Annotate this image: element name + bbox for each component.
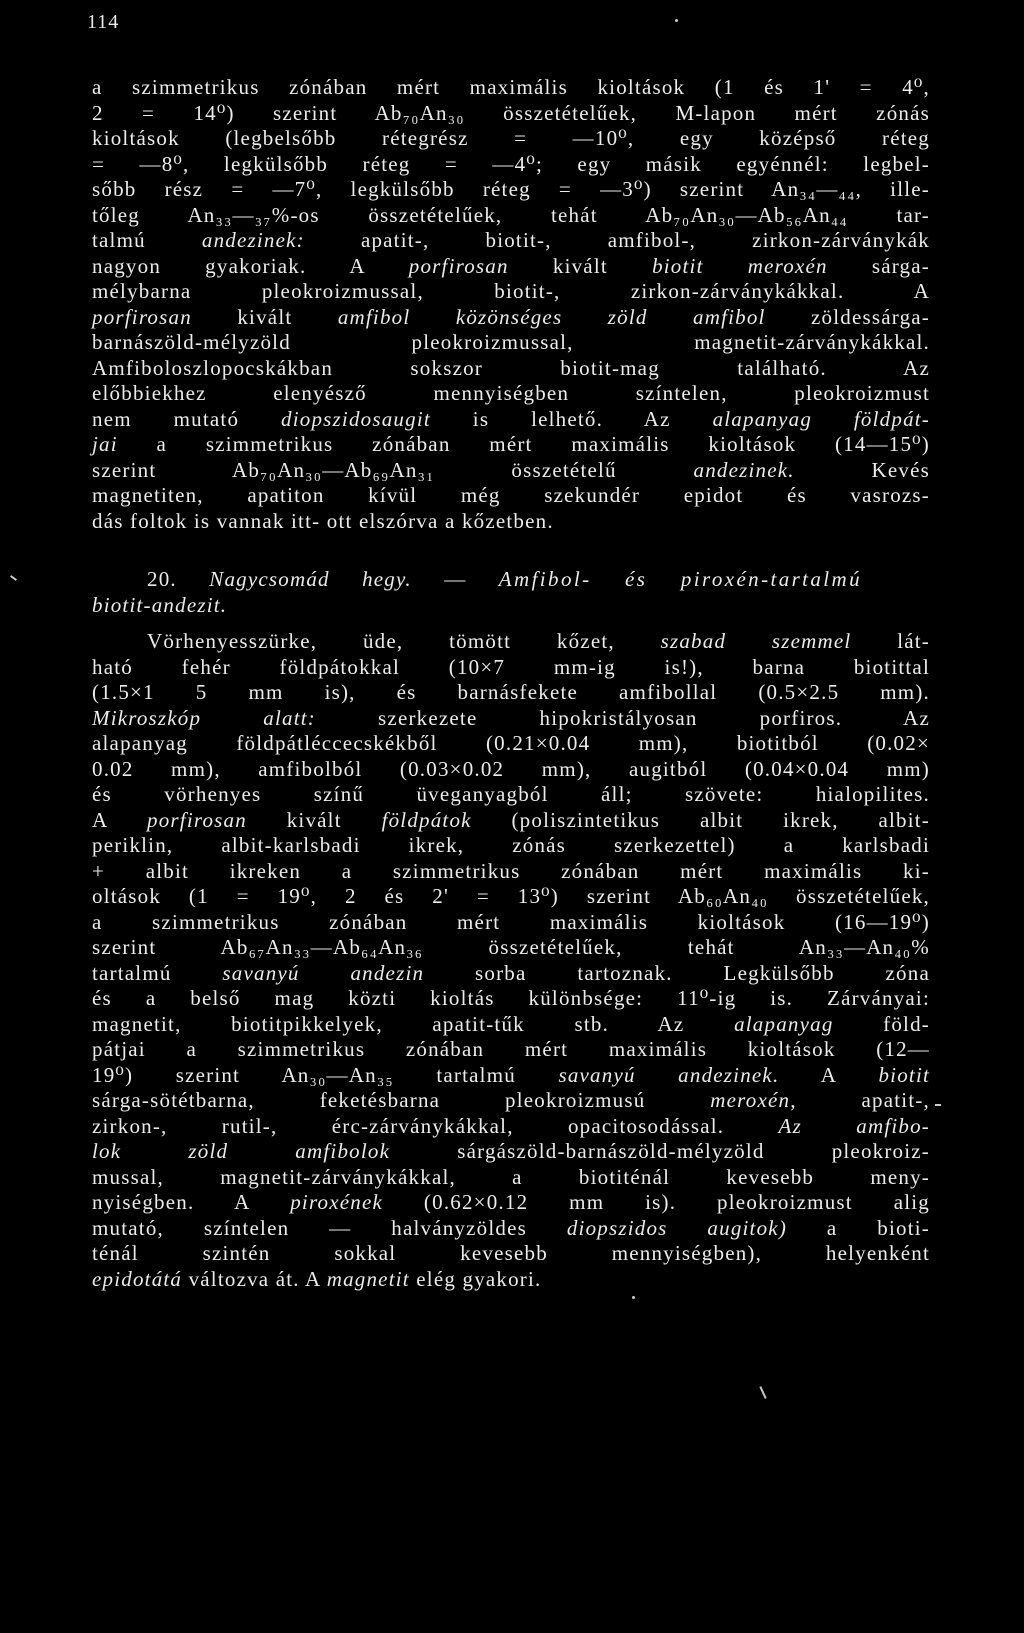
text-line [92, 986, 930, 1012]
italic-text-run: alapanyag [734, 1011, 834, 1036]
italic-text-run: földpátok [381, 807, 472, 832]
text-line [92, 330, 930, 356]
text-line [92, 1190, 930, 1216]
text-run: alapanyag földpátléccecskékből (0.21×0.04 mm), biotitból (0.02× [92, 731, 930, 755]
text-line [92, 1165, 930, 1191]
text-line [92, 884, 930, 910]
italic-text-run: szabad szemmel [660, 629, 852, 653]
text-line [92, 381, 930, 407]
italic-text-run: meroxén [710, 1088, 791, 1112]
text-run: barnászöld-mélyzöld pleokroizmussal, magnetit-zárványkákkal. [92, 330, 930, 354]
italic-text-run: Amfibol- és piroxén-tartalmú [498, 567, 863, 591]
italic-text-run: savanyú andezin [222, 960, 425, 985]
text-line [92, 859, 930, 885]
text-run: talmú [92, 228, 202, 252]
italic-text-run: alapanyag földpát- [712, 406, 930, 431]
text-run: sárga-sötétbarna, feketésbarna pleokroizmusú [92, 1088, 711, 1112]
text-run: sőbb rész = —7⁰, legkülsőbb réteg = —3⁰) szerint An₃₄—₄₄, ille- [92, 177, 930, 201]
text-run: 20. [147, 567, 210, 591]
text-run: nyiségben. A [92, 1190, 291, 1214]
text-run: Vörhenyesszürke, üde, tömött kőzet, [147, 629, 661, 653]
text-run: lát- [851, 629, 930, 653]
text-line [92, 101, 930, 127]
text-run: mutató, színtelen — halványzöldes [92, 1215, 567, 1240]
text-run: kivált [508, 253, 653, 278]
text-line [92, 1241, 930, 1267]
italic-text-run: jai [92, 432, 118, 456]
text-run: dás foltok is vannak itt- ott elszórva a kőzetben. [92, 508, 554, 533]
text-line [92, 1216, 930, 1242]
text-line [92, 1114, 930, 1140]
text-run: (0.62×0.12 mm is). pleokroizmust alig [383, 1190, 930, 1214]
text-run: + albit ikreken a szimmetrikus zónában mért maximális ki- [92, 858, 930, 883]
italic-text-run: biotit [878, 1062, 931, 1087]
text-run: a szimmetrikus zónában mért maximális kioltások (1 és 1' = 4⁰, [92, 75, 930, 99]
text-run: nem mutató [92, 406, 282, 431]
italic-text-run: biotit-andezit. [92, 592, 228, 617]
text-line [92, 1088, 930, 1114]
text-run: sárga- [827, 253, 930, 278]
text-run: a bioti- [787, 1215, 930, 1240]
text-run: szerint Ab₇₀An₃₀—Ab₆₉An₃₁ összetételű [92, 457, 694, 482]
text-line [92, 203, 930, 229]
text-line [92, 808, 930, 834]
text-line [92, 680, 930, 706]
text-line [92, 126, 930, 152]
text-line [92, 757, 930, 783]
text-run: , apatit-, [790, 1088, 930, 1112]
text-run: A [92, 807, 148, 832]
italic-text-run: amfibol közönséges zöld amfibol [337, 304, 766, 329]
text-line [92, 935, 930, 961]
text-run: Kevés [794, 457, 931, 482]
text-run: föld- [833, 1011, 930, 1036]
text-run: zirkon-, rutil-, érc-zárványkákkal, opacitosodással. [92, 1113, 779, 1138]
text-run: és vörhenyes színű üveganyagból áll; szövete: hialopilites. [92, 782, 930, 806]
text-line [92, 152, 930, 178]
text-line [92, 1037, 930, 1063]
text-line [92, 254, 930, 280]
text-line [92, 833, 930, 859]
text-run: is lelhető. Az [430, 406, 713, 431]
text-line [92, 593, 930, 619]
text-line [92, 1012, 930, 1038]
text-run: ható fehér földpátokkal (10×7 mm-ig is!), barna biotittal [92, 654, 930, 679]
text-line [92, 1063, 930, 1089]
scan-speck [10, 575, 17, 581]
text-run: a szimmetrikus zónában mért maximális kioltások (14—15⁰) [117, 432, 930, 456]
text-line [92, 731, 930, 757]
italic-text-run: andezinek: [201, 228, 305, 252]
text-run: előbbiekhez elenyésző mennyiségben színtelen, pleokroizmust [92, 381, 930, 405]
text-line [92, 629, 930, 655]
text-line [92, 407, 930, 433]
text-run: és a belső mag közti kioltás különbsége: 11⁰-ig is. Zárványai: [92, 986, 930, 1010]
text-run: kivált [246, 807, 382, 832]
section-heading [92, 567, 930, 618]
text-run: sárgászöld-barnászöld-mélyzöld pleokroiz- [390, 1139, 930, 1163]
italic-text-run: porfirosan [92, 304, 192, 329]
text-run: (1.5×1 5 mm is), és barnásfekete amfibollal (0.5×2.5 mm). [92, 680, 930, 704]
text-run: zöldessárga- [765, 304, 930, 329]
paragraph-continued [92, 75, 930, 534]
italic-text-run: savanyú andezinek. [558, 1062, 780, 1087]
italic-text-run: andezinek. [693, 457, 795, 482]
text-run: változva át. A [182, 1266, 327, 1291]
text-run: magnetit, biotitpikkelyek, apatit-tűk stb. Az [92, 1011, 735, 1036]
text-run: szerkezete hipokristályosan porfiros. Az [315, 705, 930, 730]
text-run: mussal, magnetit-zárványkákkal, a biotiténál kevesebb meny- [92, 1164, 930, 1189]
text-run: (poliszintetikus albit ikrek, albit- [471, 807, 930, 832]
text-line [92, 655, 930, 681]
text-line [92, 961, 930, 987]
text-run: A [779, 1062, 879, 1087]
text-line [92, 75, 930, 101]
text-run: kioltások (legbelsőbb rétegrész = —10⁰, egy középső réteg [92, 126, 930, 150]
text-run: szerint Ab₆₇An₃₃—Ab₆₄An₃₆ összetételűek, tehát An₃₃—An₄₀% [92, 935, 930, 959]
text-run: nagyon gyakoriak. A [92, 253, 409, 278]
italic-text-run: Mikroszkóp alatt: [92, 705, 316, 730]
text-line [92, 177, 930, 203]
text-run: magnetiten, apatiton kívül még szekundér epidot és vasrozs- [92, 483, 930, 507]
italic-text-run: porfirosan [408, 253, 509, 278]
italic-text-run: Nagycsomád hegy. [209, 567, 412, 591]
italic-text-run: magnetit [326, 1266, 410, 1291]
italic-text-run: piroxének [290, 1190, 384, 1214]
text-run: 0.02 mm), amfibolból (0.03×0.02 mm), augitból (0.04×0.04 mm) [92, 756, 930, 781]
text-line [92, 228, 930, 254]
scan-speck [759, 1386, 766, 1399]
scan-speck [675, 19, 678, 22]
text-run: 2 = 14⁰) szerint Ab₇₀An₃₀ összetételűek, M-lapon mért zónás [92, 100, 930, 125]
text-run: = —8⁰, legkülsőbb réteg = —4⁰; egy másik egyénnél: legbel- [92, 151, 930, 176]
scan-speck [632, 1296, 635, 1299]
text-run: pátjai a szimmetrikus zónában mért maximális kioltások (12— [92, 1037, 930, 1061]
italic-text-run: Az amfibo- [778, 1113, 930, 1138]
text-line [92, 782, 930, 808]
italic-text-run: biotit meroxén [652, 253, 828, 278]
text-run: elég gyakori. [409, 1266, 542, 1291]
paragraph-description [92, 629, 930, 1292]
italic-text-run: lok zöld amfibolok [92, 1139, 391, 1163]
scan-speck [935, 1104, 941, 1106]
text-line [92, 1267, 930, 1293]
text-run: — [411, 567, 499, 591]
text-line [92, 1139, 930, 1165]
text-run: sorba tartoznak. Legkülsőbb zóna [424, 960, 930, 985]
text-run: tartalmú [92, 960, 223, 985]
text-run: Amfiboloszlopocskákban sokszor biotit-mag található. Az [92, 355, 930, 380]
italic-text-run: porfirosan [147, 807, 247, 832]
text-run: ténál szintén sokkal kevesebb mennyiségben), helyenként [92, 1241, 930, 1265]
italic-text-run: diopszidosaugit [281, 406, 431, 431]
text-line [92, 910, 930, 936]
text-run: tőleg An₃₃—₃₇%-os összetételűek, tehát Ab₇₀An₃₀—Ab₅₆An₄₄ tar- [92, 202, 930, 227]
text-run: kivált [191, 304, 338, 329]
text-line [92, 279, 930, 305]
italic-text-run: epidotátá [92, 1266, 183, 1291]
text-line [92, 458, 930, 484]
text-line [92, 305, 930, 331]
text-line [92, 483, 930, 509]
text-line [92, 509, 930, 535]
text-line [92, 706, 930, 732]
page-number: 114 [87, 11, 120, 33]
text-run: a szimmetrikus zónában mért maximális kioltások (16—19⁰) [92, 909, 930, 934]
text-run: oltások (1 = 19⁰, 2 és 2' = 13⁰) szerint Ab₆₀An₄₀ összetételűek, [92, 884, 930, 908]
text-line [92, 432, 930, 458]
text-line [92, 356, 930, 382]
text-run: apatit-, biotit-, amfibol-, zirkon-zárványkák [304, 228, 930, 252]
text-run: mélybarna pleokroizmussal, biotit-, zirkon-zárványkákkal. A [92, 279, 930, 303]
text-run: 19⁰) szerint An₃₀—An₃₅ tartalmú [92, 1062, 559, 1087]
italic-text-run: diopszidos augitok) [566, 1215, 788, 1240]
text-line [92, 567, 930, 593]
text-run: periklin, albit-karlsbadi ikrek, zónás szerkezettel) a karlsbadi [92, 833, 930, 857]
